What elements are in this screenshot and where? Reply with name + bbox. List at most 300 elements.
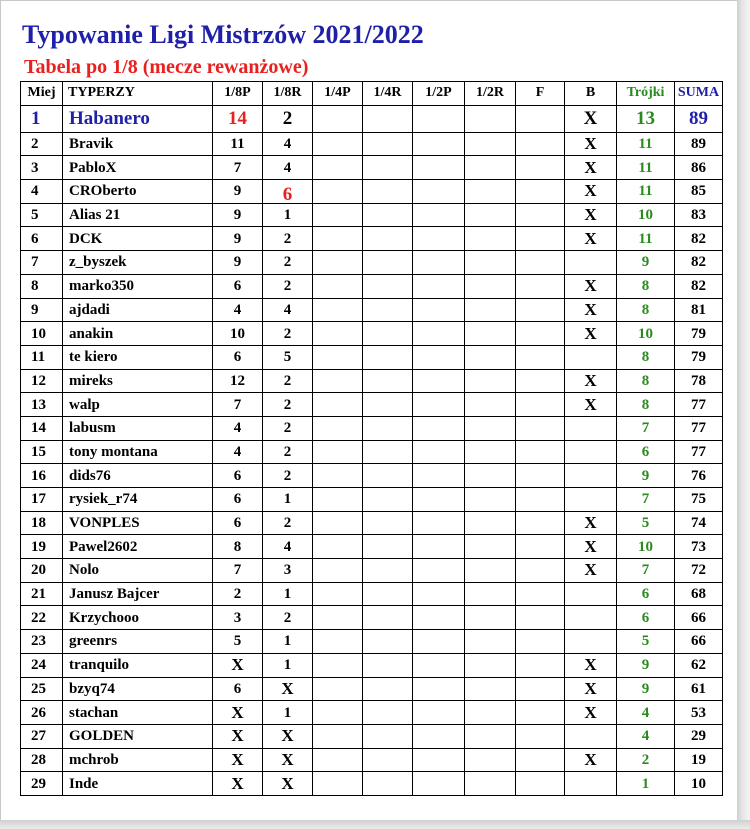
player-name-cell: z_byszek <box>63 251 213 275</box>
sf-second-leg-cell <box>465 559 516 583</box>
qf-first-leg-cell <box>313 132 363 156</box>
qf-second-leg-cell <box>363 724 413 748</box>
r16-first-leg-cell: 7 <box>213 156 263 180</box>
position-cell: 19 <box>21 535 63 559</box>
bonus-cell <box>565 630 617 654</box>
position-cell: 6 <box>21 227 63 251</box>
position-cell: 14 <box>21 416 63 440</box>
player-name-cell: greenrs <box>63 630 213 654</box>
page-title: Typowanie Ligi Mistrzów 2021/2022 <box>22 20 424 49</box>
player-name-cell: GOLDEN <box>63 724 213 748</box>
sf-second-leg-cell <box>465 511 516 535</box>
final-cell <box>516 748 565 772</box>
bonus-cell <box>565 345 617 369</box>
suma-cell: 86 <box>675 156 723 180</box>
r16-second-leg-cell: 2 <box>263 393 313 417</box>
r16-first-leg-cell: 14 <box>213 105 263 132</box>
r16-second-leg-cell: 2 <box>263 322 313 346</box>
qf-second-leg-cell <box>363 535 413 559</box>
qf-first-leg-cell <box>313 582 363 606</box>
qf-first-leg-cell <box>313 369 363 393</box>
sf-second-leg-cell <box>465 535 516 559</box>
r16-second-leg-cell: 2 <box>263 606 313 630</box>
qf-first-leg-cell <box>313 653 363 677</box>
player-name-cell: VONPLES <box>63 511 213 535</box>
sf-first-leg-cell <box>413 322 465 346</box>
qf-first-leg-cell <box>313 227 363 251</box>
suma-cell: 68 <box>675 582 723 606</box>
bonus-cell <box>565 464 617 488</box>
position-cell: 23 <box>21 630 63 654</box>
table-row <box>21 393 723 417</box>
position-cell: 16 <box>21 464 63 488</box>
sf-first-leg-cell <box>413 582 465 606</box>
sf-second-leg-cell <box>465 251 516 275</box>
final-cell <box>516 203 565 227</box>
qf-first-leg-cell <box>313 298 363 322</box>
suma-cell: 53 <box>675 701 723 725</box>
qf-first-leg-cell <box>313 156 363 180</box>
table-row <box>21 369 723 393</box>
sf-first-leg-cell <box>413 345 465 369</box>
table-row <box>21 582 723 606</box>
sf-first-leg-cell <box>413 416 465 440</box>
r16-second-leg-cell: 1 <box>263 203 313 227</box>
trojki-cell: 7 <box>617 416 675 440</box>
r16-first-leg-cell: X <box>213 653 263 677</box>
qf-second-leg-cell <box>363 180 413 204</box>
r16-first-leg-cell: X <box>213 772 263 796</box>
suma-cell: 76 <box>675 464 723 488</box>
col-header-bonus: B <box>565 82 617 106</box>
table-row <box>21 132 723 156</box>
player-name-cell: labusm <box>63 416 213 440</box>
qf-first-leg-cell <box>313 393 363 417</box>
trojki-cell: 7 <box>617 488 675 512</box>
bonus-cell: X <box>565 369 617 393</box>
bonus-cell <box>565 440 617 464</box>
suma-cell: 72 <box>675 559 723 583</box>
r16-first-leg-cell: 10 <box>213 322 263 346</box>
qf-first-leg-cell <box>313 630 363 654</box>
trojki-cell: 11 <box>617 132 675 156</box>
final-cell <box>516 105 565 132</box>
sf-second-leg-cell <box>465 582 516 606</box>
player-name-cell: Krzychooo <box>63 606 213 630</box>
sf-first-leg-cell <box>413 132 465 156</box>
trojki-cell: 9 <box>617 251 675 275</box>
position-cell: 12 <box>21 369 63 393</box>
sf-first-leg-cell <box>413 701 465 725</box>
suma-cell: 74 <box>675 511 723 535</box>
trojki-cell: 9 <box>617 464 675 488</box>
col-header-trojki: Trójki <box>617 82 675 106</box>
final-cell <box>516 511 565 535</box>
trojki-cell: 6 <box>617 582 675 606</box>
final-cell <box>516 180 565 204</box>
qf-second-leg-cell <box>363 345 413 369</box>
suma-cell: 10 <box>675 772 723 796</box>
qf-first-leg-cell <box>313 724 363 748</box>
qf-second-leg-cell <box>363 748 413 772</box>
table-row <box>21 251 723 275</box>
sf-second-leg-cell <box>465 393 516 417</box>
bonus-cell: X <box>565 298 617 322</box>
col-header-sf-second-leg: 1/2R <box>465 82 516 106</box>
qf-second-leg-cell <box>363 105 413 132</box>
final-cell <box>516 298 565 322</box>
sf-second-leg-cell <box>465 748 516 772</box>
sf-first-leg-cell <box>413 180 465 204</box>
suma-cell: 77 <box>675 440 723 464</box>
table-row <box>21 274 723 298</box>
suma-cell: 89 <box>675 132 723 156</box>
table-row <box>21 559 723 583</box>
final-cell <box>516 653 565 677</box>
final-cell <box>516 535 565 559</box>
position-cell: 9 <box>21 298 63 322</box>
player-name-cell: Inde <box>63 772 213 796</box>
qf-first-leg-cell <box>313 322 363 346</box>
player-name-cell: mchrob <box>63 748 213 772</box>
table-row <box>21 488 723 512</box>
standings-table <box>20 81 723 796</box>
qf-second-leg-cell <box>363 677 413 701</box>
position-cell: 28 <box>21 748 63 772</box>
position-cell: 27 <box>21 724 63 748</box>
frame-border-top <box>0 0 750 1</box>
bonus-cell: X <box>565 105 617 132</box>
sf-first-leg-cell <box>413 274 465 298</box>
table-row <box>21 511 723 535</box>
trojki-cell: 8 <box>617 298 675 322</box>
r16-second-leg-cell: 2 <box>263 440 313 464</box>
qf-second-leg-cell <box>363 582 413 606</box>
position-cell: 2 <box>21 132 63 156</box>
sf-first-leg-cell <box>413 369 465 393</box>
sf-second-leg-cell <box>465 227 516 251</box>
qf-second-leg-cell <box>363 701 413 725</box>
r16-second-leg-cell: 4 <box>263 156 313 180</box>
r16-second-leg-cell: 4 <box>263 298 313 322</box>
r16-first-leg-cell: 7 <box>213 393 263 417</box>
player-name-cell: DCK <box>63 227 213 251</box>
bonus-cell: X <box>565 535 617 559</box>
sf-second-leg-cell <box>465 203 516 227</box>
r16-first-leg-cell: 8 <box>213 535 263 559</box>
r16-first-leg-cell: 12 <box>213 369 263 393</box>
r16-second-leg-cell: 2 <box>263 369 313 393</box>
standings-body <box>21 105 723 795</box>
sf-first-leg-cell <box>413 535 465 559</box>
sf-second-leg-cell <box>465 298 516 322</box>
table-row <box>21 440 723 464</box>
table-row <box>21 677 723 701</box>
r16-second-leg-cell: 5 <box>263 345 313 369</box>
suma-cell: 66 <box>675 630 723 654</box>
player-name-cell: Pawel2602 <box>63 535 213 559</box>
qf-second-leg-cell <box>363 369 413 393</box>
sf-first-leg-cell <box>413 298 465 322</box>
player-name-cell: Bravik <box>63 132 213 156</box>
r16-second-leg-cell: 6 <box>263 180 313 204</box>
table-row <box>21 298 723 322</box>
bonus-cell: X <box>565 653 617 677</box>
final-cell <box>516 156 565 180</box>
r16-first-leg-cell: X <box>213 701 263 725</box>
final-cell <box>516 227 565 251</box>
qf-second-leg-cell <box>363 227 413 251</box>
trojki-cell: 7 <box>617 559 675 583</box>
position-cell: 3 <box>21 156 63 180</box>
r16-first-leg-cell: 7 <box>213 559 263 583</box>
sf-second-leg-cell <box>465 416 516 440</box>
final-cell <box>516 772 565 796</box>
r16-second-leg-cell: 1 <box>263 488 313 512</box>
player-name-cell: tony montana <box>63 440 213 464</box>
qf-second-leg-cell <box>363 322 413 346</box>
trojki-cell: 11 <box>617 227 675 251</box>
player-name-cell: walp <box>63 393 213 417</box>
sf-first-leg-cell <box>413 393 465 417</box>
player-name-cell: Nolo <box>63 559 213 583</box>
r16-second-leg-cell: 2 <box>263 227 313 251</box>
sf-second-leg-cell <box>465 772 516 796</box>
player-name-cell: bzyq74 <box>63 677 213 701</box>
qf-first-leg-cell <box>313 105 363 132</box>
player-name-cell: PabloX <box>63 156 213 180</box>
player-name-cell: ajdadi <box>63 298 213 322</box>
suma-cell: 79 <box>675 322 723 346</box>
suma-cell: 66 <box>675 606 723 630</box>
final-cell <box>516 677 565 701</box>
player-name-cell: marko350 <box>63 274 213 298</box>
r16-first-leg-cell: X <box>213 748 263 772</box>
bonus-cell <box>565 416 617 440</box>
final-cell <box>516 724 565 748</box>
sf-second-leg-cell <box>465 132 516 156</box>
bonus-cell: X <box>565 748 617 772</box>
table-row <box>21 606 723 630</box>
qf-first-leg-cell <box>313 464 363 488</box>
table-row <box>21 701 723 725</box>
qf-second-leg-cell <box>363 440 413 464</box>
col-header-sf-first-leg: 1/2P <box>413 82 465 106</box>
sf-second-leg-cell <box>465 464 516 488</box>
qf-second-leg-cell <box>363 298 413 322</box>
player-name-cell: dids76 <box>63 464 213 488</box>
player-name-cell: anakin <box>63 322 213 346</box>
r16-second-leg-cell: X <box>263 772 313 796</box>
position-cell: 1 <box>21 105 63 132</box>
qf-first-leg-cell <box>313 251 363 275</box>
qf-first-leg-cell <box>313 772 363 796</box>
r16-second-leg-cell: 2 <box>263 274 313 298</box>
player-name-cell: Habanero <box>63 105 213 132</box>
qf-first-leg-cell <box>313 345 363 369</box>
r16-first-leg-cell: 6 <box>213 345 263 369</box>
trojki-cell: 11 <box>617 180 675 204</box>
sf-first-leg-cell <box>413 748 465 772</box>
final-cell <box>516 132 565 156</box>
suma-cell: 89 <box>675 105 723 132</box>
trojki-cell: 10 <box>617 322 675 346</box>
sf-second-leg-cell <box>465 156 516 180</box>
sf-second-leg-cell <box>465 488 516 512</box>
final-cell <box>516 488 565 512</box>
r16-second-leg-cell: 1 <box>263 630 313 654</box>
sf-second-leg-cell <box>465 653 516 677</box>
qf-first-leg-cell <box>313 440 363 464</box>
player-name-cell: mireks <box>63 369 213 393</box>
bonus-cell: X <box>565 227 617 251</box>
trojki-cell: 8 <box>617 393 675 417</box>
suma-cell: 83 <box>675 203 723 227</box>
sf-first-leg-cell <box>413 630 465 654</box>
col-header-player: TYPERZY <box>63 82 213 106</box>
qf-second-leg-cell <box>363 630 413 654</box>
r16-first-leg-cell: 4 <box>213 440 263 464</box>
r16-second-leg-cell: 4 <box>263 535 313 559</box>
qf-first-leg-cell <box>313 488 363 512</box>
table-row <box>21 748 723 772</box>
player-name-cell: Janusz Bajcer <box>63 582 213 606</box>
sf-first-leg-cell <box>413 559 465 583</box>
sf-first-leg-cell <box>413 772 465 796</box>
final-cell <box>516 274 565 298</box>
sf-second-leg-cell <box>465 369 516 393</box>
position-cell: 21 <box>21 582 63 606</box>
trojki-cell: 2 <box>617 748 675 772</box>
sf-first-leg-cell <box>413 488 465 512</box>
final-cell <box>516 393 565 417</box>
sf-second-leg-cell <box>465 701 516 725</box>
sf-first-leg-cell <box>413 606 465 630</box>
bonus-cell <box>565 606 617 630</box>
qf-second-leg-cell <box>363 416 413 440</box>
suma-cell: 79 <box>675 345 723 369</box>
position-cell: 26 <box>21 701 63 725</box>
final-cell <box>516 606 565 630</box>
final-cell <box>516 582 565 606</box>
table-row <box>21 630 723 654</box>
bonus-cell: X <box>565 701 617 725</box>
trojki-cell: 10 <box>617 535 675 559</box>
player-name-cell: Alias 21 <box>63 203 213 227</box>
suma-cell: 61 <box>675 677 723 701</box>
qf-first-leg-cell <box>313 203 363 227</box>
r16-first-leg-cell: 6 <box>213 488 263 512</box>
sf-second-leg-cell <box>465 724 516 748</box>
table-row <box>21 345 723 369</box>
trojki-cell: 8 <box>617 369 675 393</box>
sf-first-leg-cell <box>413 653 465 677</box>
r16-first-leg-cell: 6 <box>213 274 263 298</box>
trojki-cell: 4 <box>617 701 675 725</box>
sf-first-leg-cell <box>413 227 465 251</box>
suma-cell: 75 <box>675 488 723 512</box>
page-subtitle: Tabela po 1/8 (mecze rewanżowe) <box>24 56 309 78</box>
sf-first-leg-cell <box>413 440 465 464</box>
final-cell <box>516 440 565 464</box>
bonus-cell: X <box>565 511 617 535</box>
sf-second-leg-cell <box>465 180 516 204</box>
frame-shadow-right <box>737 0 750 829</box>
bonus-cell <box>565 724 617 748</box>
qf-second-leg-cell <box>363 464 413 488</box>
table-row <box>21 653 723 677</box>
r16-second-leg-cell: 2 <box>263 105 313 132</box>
suma-cell: 77 <box>675 393 723 417</box>
position-cell: 5 <box>21 203 63 227</box>
final-cell <box>516 251 565 275</box>
bonus-cell: X <box>565 559 617 583</box>
position-cell: 18 <box>21 511 63 535</box>
suma-cell: 82 <box>675 251 723 275</box>
suma-cell: 82 <box>675 274 723 298</box>
qf-second-leg-cell <box>363 511 413 535</box>
r16-second-leg-cell: X <box>263 677 313 701</box>
bonus-cell: X <box>565 132 617 156</box>
position-cell: 13 <box>21 393 63 417</box>
sf-second-leg-cell <box>465 274 516 298</box>
r16-second-leg-cell: 1 <box>263 653 313 677</box>
bonus-cell: X <box>565 393 617 417</box>
sf-first-leg-cell <box>413 464 465 488</box>
suma-cell: 81 <box>675 298 723 322</box>
bonus-cell: X <box>565 322 617 346</box>
table-row <box>21 105 723 132</box>
qf-first-leg-cell <box>313 677 363 701</box>
trojki-cell: 5 <box>617 630 675 654</box>
r16-second-leg-cell: 3 <box>263 559 313 583</box>
qf-second-leg-cell <box>363 559 413 583</box>
frame-shadow-bottom <box>0 820 750 829</box>
qf-second-leg-cell <box>363 251 413 275</box>
col-header-final: F <box>516 82 565 106</box>
r16-first-leg-cell: 2 <box>213 582 263 606</box>
sf-second-leg-cell <box>465 345 516 369</box>
suma-cell: 77 <box>675 416 723 440</box>
r16-first-leg-cell: 4 <box>213 298 263 322</box>
sf-second-leg-cell <box>465 440 516 464</box>
r16-second-leg-cell: 2 <box>263 416 313 440</box>
suma-cell: 78 <box>675 369 723 393</box>
player-name-cell: rysiek_r74 <box>63 488 213 512</box>
position-cell: 22 <box>21 606 63 630</box>
qf-second-leg-cell <box>363 393 413 417</box>
qf-first-leg-cell <box>313 180 363 204</box>
r16-first-leg-cell: X <box>213 724 263 748</box>
col-header-position: Miej <box>21 82 63 106</box>
bonus-cell: X <box>565 156 617 180</box>
r16-first-leg-cell: 6 <box>213 677 263 701</box>
qf-second-leg-cell <box>363 203 413 227</box>
trojki-cell: 11 <box>617 156 675 180</box>
table-row <box>21 416 723 440</box>
final-cell <box>516 369 565 393</box>
bonus-cell: X <box>565 180 617 204</box>
r16-first-leg-cell: 9 <box>213 251 263 275</box>
final-cell <box>516 630 565 654</box>
r16-second-leg-cell: 2 <box>263 251 313 275</box>
player-name-cell: stachan <box>63 701 213 725</box>
r16-first-leg-cell: 5 <box>213 630 263 654</box>
final-cell <box>516 559 565 583</box>
table-row <box>21 322 723 346</box>
bonus-cell <box>565 251 617 275</box>
r16-first-leg-cell: 9 <box>213 227 263 251</box>
